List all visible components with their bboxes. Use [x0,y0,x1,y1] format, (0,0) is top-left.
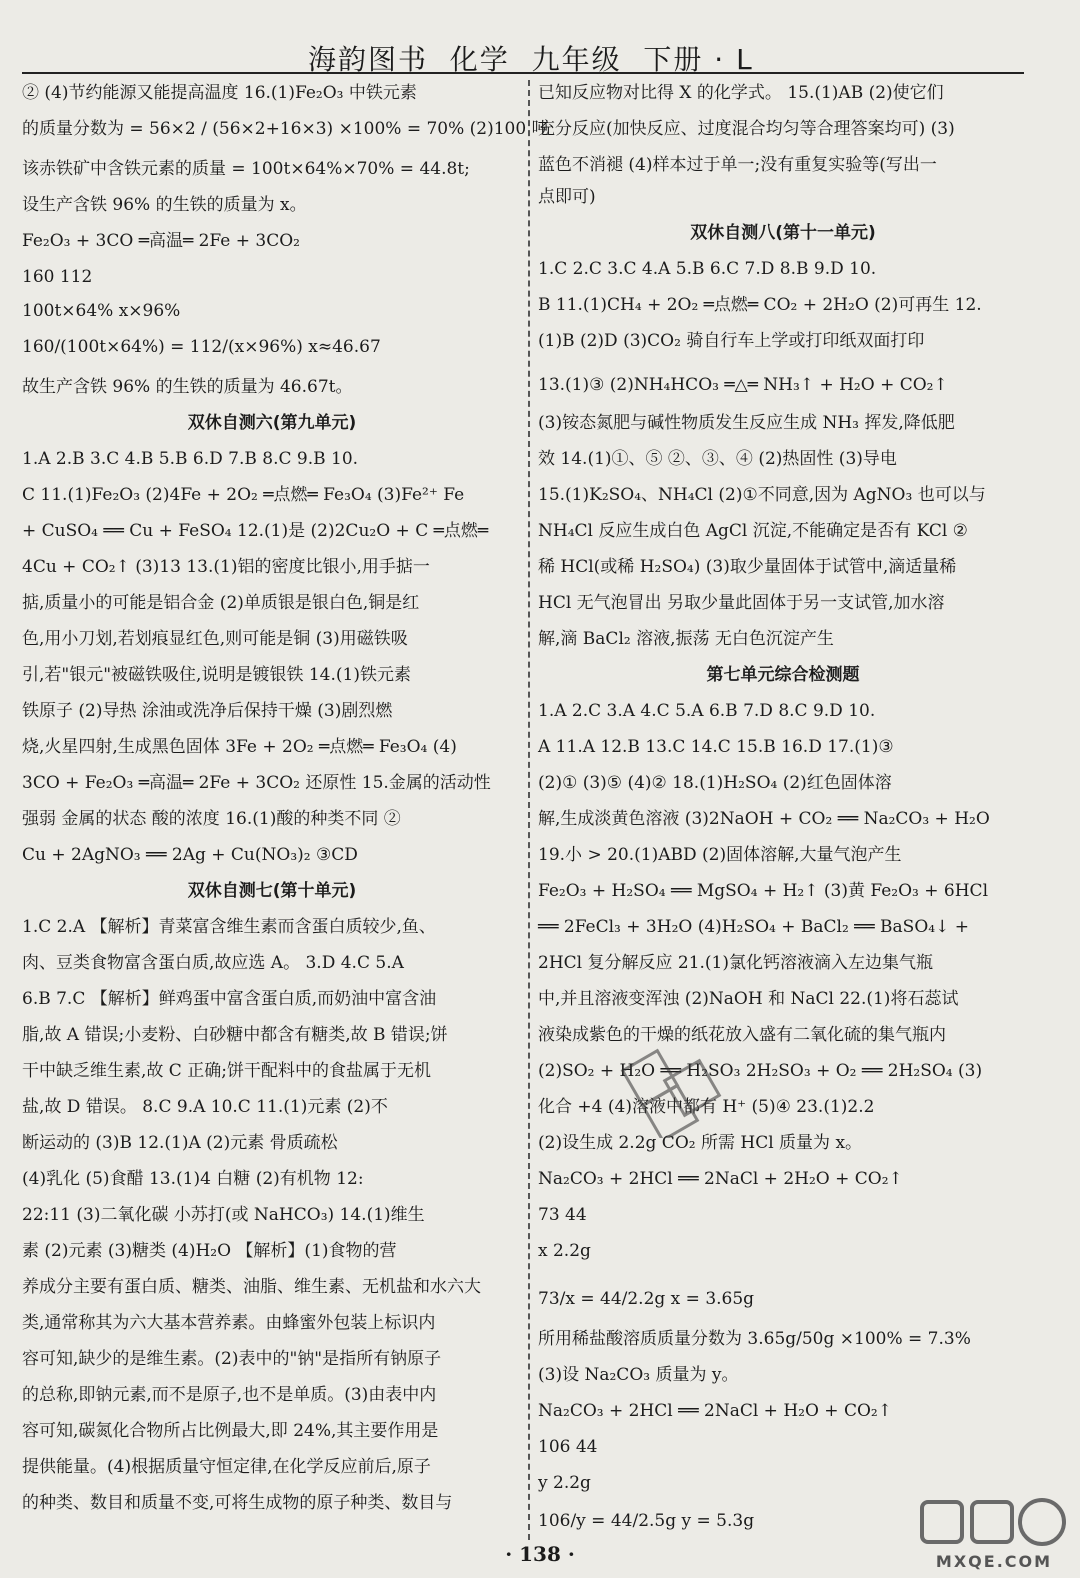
left-text-line: 双休自测七(第十单元) [187,881,357,901]
right-text-line: (3)设 Na₂CO₃ 质量为 y。 [538,1365,739,1385]
right-text-line: (3)铵态氮肥与碱性物质发生反应生成 NH₃ 挥发,降低肥 [538,413,955,433]
right-text-line: 效 14.(1)①、⑤ ②、③、④ (2)热固性 (3)导电 [538,449,897,469]
left-text-line: 断运动的 (3)B 12.(1)A (2)元素 骨质疏松 [22,1133,338,1153]
right-text-line: 15.(1)K₂SO₄、NH₄Cl (2)①不同意,因为 AgNO₃ 也可以与 [538,485,986,505]
left-text-line: 烧,火星四射,生成黑色固体 3Fe + 2O₂ ═点燃═ Fe₃O₄ (4) [22,737,457,757]
right-text-line: 已知反应物对比得 X 的化学式。 15.(1)AB (2)使它们 [538,83,944,103]
right-text-line: (2)设生成 2.2g CO₂ 所需 HCl 质量为 x。 [538,1133,863,1153]
right-text-line: y 2.2g [538,1473,591,1493]
left-text-line: 容可知,缺少的是维生素。(2)表中的"钠"是指所有钠原子 [22,1349,442,1369]
left-text-line: 强弱 金属的状态 酸的浓度 16.(1)酸的种类不同 ② [22,809,401,829]
right-text-line: 73/x = 44/2.2g x = 3.65g [538,1289,755,1309]
right-text-line: Na₂CO₃ + 2HCl ══ 2NaCl + 2H₂O + CO₂↑ [538,1169,903,1189]
right-text-line: 13.(1)③ (2)NH₄HCO₃ ═△═ NH₃↑ + H₂O + CO₂↑ [538,375,948,395]
left-text-line: Fe₂O₃ + 3CO ═高温═ 2Fe + 3CO₂ [22,231,300,251]
left-text-line: ② (4)节约能源又能提高温度 16.(1)Fe₂O₃ 中铁元素 [22,83,417,103]
right-text-line: 稀 HCl(或稀 H₂SO₄) (3)取少量固体于试管中,滴适量稀 [538,557,957,577]
left-text-line: 铁原子 (2)导热 涂油或洗净后保持干燥 (3)剧烈燃 [22,701,393,721]
left-text-line: (4)乳化 (5)食醋 13.(1)4 白糖 (2)有机物 12: [22,1169,364,1189]
left-text-line: 1.A 2.B 3.C 4.B 5.B 6.D 7.B 8.C 9.B 10. [22,449,359,469]
right-text-line: 106 44 [538,1437,598,1457]
right-text-line: 1.A 2.C 3.A 4.C 5.A 6.B 7.D 8.C 9.D 10. [538,701,876,721]
left-text-line: 素 (2)元素 (3)糖类 (4)H₂O 【解析】(1)食物的营 [22,1241,397,1261]
right-text-line: 所用稀盐酸溶质质量分数为 3.65g/50g ×100% = 7.3% [538,1329,971,1349]
left-text-line: 3CO + Fe₂O₃ ═高温═ 2Fe + 3CO₂ 还原性 15.金属的活动性 [22,773,491,793]
right-text-line: 中,并且溶液变浑浊 (2)NaOH 和 NaCl 22.(1)将石蕊试 [538,989,959,1009]
left-text-line: 的种类、数目和质量不变,可将生成物的原子种类、数目与 [22,1493,453,1513]
watermark-text: MXQE.COM [935,1552,1053,1571]
left-text-line: 干中缺乏维生素,故 C 正确;饼干配料中的食盐属于无机 [22,1061,431,1081]
right-text-line: 点即可) [538,187,596,207]
right-text-line: HCl 无气泡冒出 另取少量此固体于另一支试管,加水溶 [538,593,945,613]
column-divider [528,80,530,1540]
left-text-line: 160 112 [22,267,93,287]
left-text-line: 脂,故 A 错误;小麦粉、白砂糖中都含有糖类,故 B 错误;饼 [22,1025,448,1045]
watermark-logo [914,1494,1074,1574]
left-text-line: Cu + 2AgNO₃ ══ 2Ag + Cu(NO₃)₂ ③CD [22,845,358,865]
right-text-line: 73 44 [538,1205,587,1225]
left-text-line: C 11.(1)Fe₂O₃ (2)4Fe + 2O₂ ═点燃═ Fe₃O₄ (3)Fe²⁺ Fe [22,485,465,505]
left-text-line: 养成分主要有蛋白质、糖类、油脂、维生素、无机盐和水六大 [22,1277,481,1297]
left-text-line: 容可知,碳氮化合物所占比例最大,即 24%,其主要作用是 [22,1421,439,1441]
right-text-line: Fe₂O₃ + H₂SO₄ ══ MgSO₄ + H₂↑ (3)黄 Fe₂O₃ + 6HCl [538,881,989,901]
right-text-line: 解,生成淡黄色溶液 (3)2NaOH + CO₂ ══ Na₂CO₃ + H₂O [538,809,990,829]
right-text-line: NH₄Cl 反应生成白色 AgCl 沉淀,不能确定是否有 KCl ② [538,521,968,541]
right-text-line: 解,滴 BaCl₂ 溶液,振荡 无白色沉淀产生 [538,629,834,649]
left-text-line: 6.B 7.C 【解析】鲜鸡蛋中富含蛋白质,而奶油中富含油 [22,989,437,1009]
right-text-line: 充分反应(加快反应、过度混合均匀等合理答案均可) (3) [538,119,955,139]
left-text-line: + CuSO₄ ══ Cu + FeSO₄ 12.(1)是 (2)2Cu₂O + C ═点燃═ [22,521,489,541]
left-text-line: 22:11 (3)二氧化碳 小苏打(或 NaHCO₃) 14.(1)维生 [22,1205,425,1225]
right-text-line: x 2.2g [538,1241,591,1261]
right-text-line: 2HCl 复分解反应 21.(1)氯化钙溶液滴入左边集气瓶 [538,953,934,973]
right-text-line: 106/y = 44/2.5g y = 5.3g [538,1511,755,1531]
right-text-line: 液染成紫色的干燥的纸花放入盛有二氧化硫的集气瓶内 [538,1025,946,1045]
left-text-line: 100t×64% x×96% [22,301,181,321]
right-text-line: B 11.(1)CH₄ + 2O₂ ═点燃═ CO₂ + 2H₂O (2)可再生 12. [538,295,982,315]
right-text-line: (1)B (2)D (3)CO₂ 骑自行车上学或打印纸双面打印 [538,331,925,351]
left-text-line: 4Cu + CO₂↑ (3)13 13.(1)铝的密度比银小,用手掂一 [22,557,430,577]
right-text-line: 化合 +4 (4)溶液中都有 H⁺ (5)④ 23.(1)2.2 [538,1097,875,1117]
right-text-line: 双休自测八(第十一单元) [690,223,876,243]
page-header [0,0,1080,76]
right-text-line: 19.小 > 20.(1)ABD (2)固体溶解,大量气泡产生 [538,845,902,865]
left-text-line: 的质量分数为 = 56×2 / (56×2+16×3) ×100% = 70% (2)100 吨 [22,119,549,139]
left-text-line: 色,用小刀划,若划痕显红色,则可能是铜 (3)用磁铁吸 [22,629,408,649]
left-text-line: 盐,故 D 错误。 8.C 9.A 10.C 11.(1)元素 (2)不 [22,1097,388,1117]
left-text-line: 双休自测六(第九单元) [187,413,357,433]
right-text-line: ══ 2FeCl₃ + 3H₂O (4)H₂SO₄ + BaCl₂ ══ BaSO₄↓ + [538,917,969,937]
left-text-line: 160/(100t×64%) = 112/(x×96%) x≈46.67 [22,337,381,357]
left-text-line: 故生产含铁 96% 的生铁的质量为 46.67t。 [22,377,353,397]
right-text-line: 1.C 2.C 3.C 4.A 5.B 6.C 7.D 8.B 9.D 10. [538,259,877,279]
left-text-line: 该赤铁矿中含铁元素的质量 = 100t×64%×70% = 44.8t; [22,159,470,179]
right-text-line: 蓝色不消褪 (4)样本过于单一;没有重复实验等(写出一 [538,155,937,175]
header-rule [22,72,1024,74]
page-number: · 138 · [505,1542,575,1566]
right-text-line: 第七单元综合检测题 [706,665,860,685]
right-text-line: A 11.A 12.B 13.C 14.C 15.B 16.D 17.(1)③ [538,737,894,757]
header-title: 海韵图书 化学 九年级 下册 · L [308,43,754,76]
left-text-line: 肉、豆类食物富含蛋白质,故应选 A。 3.D 4.C 5.A [22,953,404,973]
left-text-line: 提供能量。(4)根据质量守恒定律,在化学反应前后,原子 [22,1457,431,1477]
left-text-line: 类,通常称其为六大基本营养素。由蜂蜜外包装上标识内 [22,1313,436,1333]
left-text-line: 引,若"银元"被磁铁吸住,说明是镀银铁 14.(1)铁元素 [22,665,411,685]
right-text-line: (2)① (3)⑤ (4)② 18.(1)H₂SO₄ (2)红色固体溶 [538,773,892,793]
left-text-line: 1.C 2.A 【解析】青菜富含维生素而含蛋白质较少,鱼、 [22,917,436,937]
left-text-line: 的总称,即钠元素,而不是原子,也不是单质。(3)由表中内 [22,1385,437,1405]
watermark-icon [914,1494,1074,1554]
stamp-mark-icon [600,1048,740,1138]
left-text-line: 掂,质量小的可能是铝合金 (2)单质银是银白色,铜是红 [22,593,420,613]
left-text-line: 设生产含铁 96% 的生铁的质量为 x。 [22,195,307,215]
right-text-line: (2)SO₂ + H₂O ══ H₂SO₃ 2H₂SO₃ + O₂ ══ 2H₂SO₄ (3) [538,1061,983,1081]
right-text-line: Na₂CO₃ + 2HCl ══ 2NaCl + H₂O + CO₂↑ [538,1401,892,1421]
